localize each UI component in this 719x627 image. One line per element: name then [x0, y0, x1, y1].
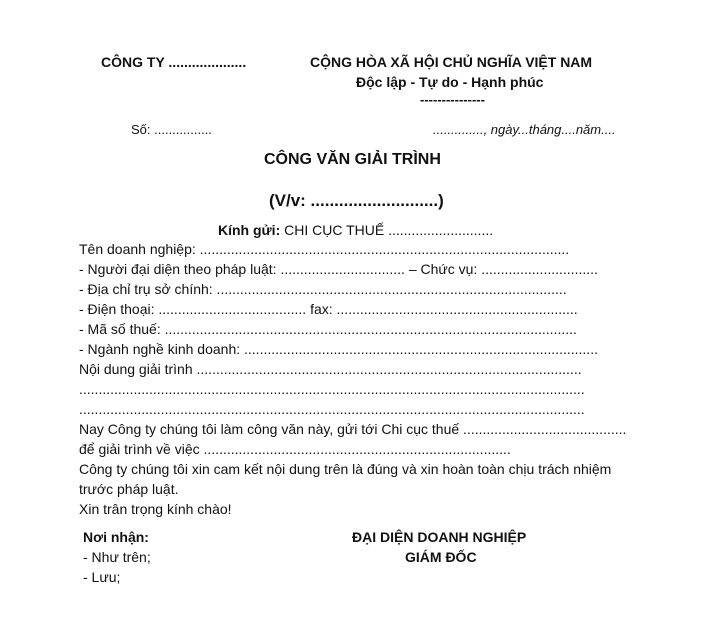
- addressee-value: CHI CỤC THUẾ ...........................: [280, 222, 494, 238]
- closing-greeting: Xin trân trọng kính chào!: [79, 501, 232, 517]
- addressee: [218, 222, 493, 238]
- body-paragraph: trước pháp luật.: [79, 481, 179, 497]
- field-phone-fax: - Điện thoại: ...................................... fax: ..............................................................: [79, 301, 578, 317]
- document-date: .............., ngày...tháng....năm....: [433, 122, 616, 137]
- body-paragraph: Nay Công ty chúng tôi làm công văn này, gửi tới Chi cục thuế ..........................................: [79, 421, 627, 437]
- heading-separator: ---------------: [420, 92, 485, 107]
- document-subject: (V/v: ...........................): [269, 191, 444, 210]
- motto: Độc lập - Tự do - Hạnh phúc: [356, 74, 544, 90]
- body-paragraph: để giải trình về việc ...............................................................................: [79, 441, 511, 457]
- recipient-item: - Như trên;: [83, 549, 151, 565]
- field-tax-code: - Mã số thuế: ..........................................................................................................: [79, 321, 577, 337]
- field-legal-representative: - Người đại diện theo pháp luật: ................................ – Chức vụ: ..............................: [79, 261, 598, 277]
- document-title: CÔNG VĂN GIẢI TRÌNH: [264, 151, 441, 168]
- addressee-label: Kính gửi:: [218, 222, 281, 238]
- recipients-label: Nơi nhận:: [83, 529, 149, 545]
- signer-role: GIÁM ĐỐC: [405, 549, 477, 565]
- field-explanation-content: Nội dung giải trình ...................................................................................................: [79, 361, 582, 377]
- field-head-office-address: - Địa chỉ trụ sở chính: ..........................................................................................: [79, 281, 567, 297]
- republic-heading: CỘNG HÒA XÃ HỘI CHỦ NGHĨA VIỆT NAM: [310, 54, 593, 70]
- field-company-name: Tên doanh nghiệp: ...............................................................................................: [79, 241, 570, 257]
- company-name: CÔNG TY ....................: [101, 54, 247, 70]
- recipient-item: - Lưu;: [83, 569, 121, 585]
- signer-title: ĐẠI DIỆN DOANH NGHIỆP: [352, 529, 527, 545]
- document-number: Số: ................: [131, 122, 212, 137]
- field-business-lines: - Ngành nghề kinh doanh: ...........................................................................................: [79, 341, 598, 357]
- explanation-blank-line: ..................................................................................................................................: [79, 401, 585, 417]
- explanation-blank-line: ..................................................................................................................................: [79, 381, 585, 397]
- body-paragraph: Công ty chúng tôi xin cam kết nội dung trên là đúng và xin hoàn toàn chịu trách nhiệm: [79, 461, 612, 477]
